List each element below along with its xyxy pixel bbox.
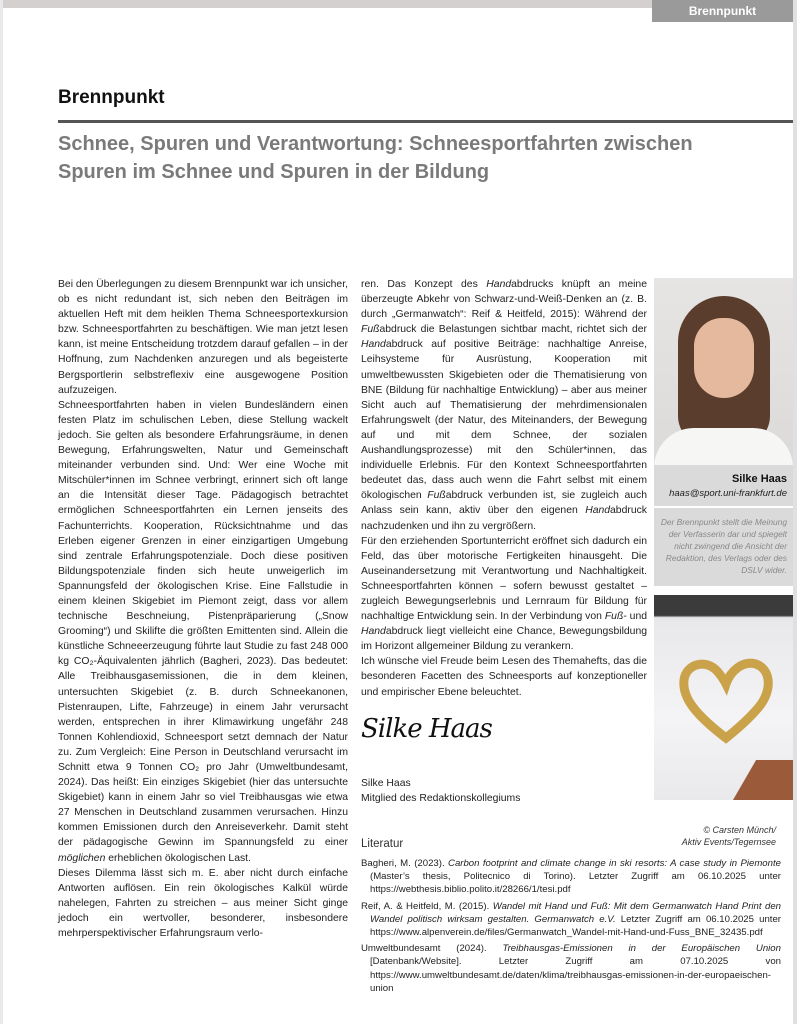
author-signature: Silke Haas xyxy=(361,713,492,744)
title-rule xyxy=(58,120,793,123)
section-title: Brennpunkt xyxy=(58,87,165,108)
article-headline: Schnee, Spuren und Verantwortung: Schneesportfahrten zwischen Spuren im Schnee und Spuren in der Bildung xyxy=(58,133,693,183)
disclaimer: Der Brennpunkt stellt die Meinung der Verfasserin dar und spiegelt nicht zwingend die Ansicht der Redaktion, des Verlags oder des DSLV wider. xyxy=(654,508,793,586)
reference-item: Umweltbundesamt (2024). Treibhausgas-Emissionen in der Europäischen Union [Datenbank/Website]. Letzter Zugriff am 07.10.2025 von https://www.umweltbundesamt.de/daten/klima/treibhausgas-emissionen-in-der-europaeischen-union xyxy=(361,943,781,994)
sidebar-author-name: Silke Haas xyxy=(731,473,787,485)
page-edge xyxy=(793,0,797,1024)
author-info-box xyxy=(654,465,793,506)
author-email: haas@sport.uni-frankfurt.de xyxy=(669,488,787,499)
article-column-1 xyxy=(58,277,348,941)
magazine-page xyxy=(3,0,793,1024)
article-column-2 xyxy=(361,277,647,806)
literature-heading: Literatur xyxy=(361,838,404,850)
reference-item: Bagheri, M. (2023). Carbon footprint and climate change in ski resorts: A case study in Piemonte (Master’s thesis, Politecnico di Torino). Letzter Zugriff am 06.10.2025 unter https://webthesis.biblio.polito.it/28266/1/tesi.pdf xyxy=(361,858,781,896)
heart-icon xyxy=(676,650,776,750)
author-name: Silke Haas xyxy=(361,777,411,789)
author-portrait xyxy=(654,278,793,465)
paragraph: Bei den Überlegungen zu diesem Brennpunkt war ich unsicher, ob es nicht redundant ist, sich neben den Beiträgen im aktuellen Heft mit dem heiklen Thema Schneesportexkursion bzw. Schneesportfahrten zu beschäftigen. Wie man jetzt lesen kann, ist meine Entscheidung trotzdem darauf gefallen – in der Hoffnung, zum Nachdenken anzuregen und als begeisterte Bergsportlerin selbstreflexiv eine ausgewogene Position aufzuzeigen. xyxy=(58,279,348,396)
reference-item: Reif, A. & Heitfeld, M. (2015). Wandel mit Hand und Fuß: Mit dem Germanwatch Hand Print den Wandel politisch wirksam gestalten. Germanwatch e.V. Letzter Zugriff am 06.10.2025 unter https://www.alpenverein.de/files/Germanwatch_Wandel-mit-Hand-und-Fuss_BNE_32435.pdf xyxy=(361,900,781,939)
photo-credit: © Carsten Münch/ Aktiv Events/Tegernsee xyxy=(681,825,776,847)
paragraph: Schneesportfahrten haben in vielen Bundesländern einen festen Platz im schulischen Leben, diese Stellung wackelt jedoch. Sie gelten als besondere Erfahrungsräume, in denen Bewegung, Erfahrungswelten, Natur und Gemeinschaft miteinander verbunden sind. Und: Wer eine Woche mit Mitschüler*innen im Schnee verbringt, erinnert sich oft lange an die Intensität dieser Tage. Pädagogisch betrachtet ermöglichen Schneesportfahrten ein Lernen jenseits des Fachunterrichts. Kooperation, Rücksichtnahme und das Erleben eigener Grenzen in einer einzigartigen Umgebung sind zentrale Erfahrungspotenziale. Doch diese positiven Bildungspotenziale finden sich heute unweigerlich im Spannungsfeld der ökologischen Krise. Eine Fallstudie in einem kleinen Skigebiet im Piemont zeigt, dass vor allem technische Beschneiung, Pistenpräparierung („Snow Grooming“) und Skilifte die größten Emittenten sind. Allein die künstliche Schneeerzeugung führte laut Studie zu fast 248 000 kg CO₂-Äquivalenten jährlich (Bagheri, 2023). Das bedeutet: Alle Treibhausgasemissionen, die in dem kleinen, untersuchten Skigebiet (z. B. durch Schneekanonen, Pistenraupen, Lifte, Fahrzeuge) in einem Jahr verursacht werden, entsprechen in ihrer Klimawirkung ungefähr 248 Tonnen Kohlendioxid, Schneesport setzt demnach der Natur zu. Zum Vergleich: Eine Person in Deutschland verursacht im Schnitt etwa 9 Tonnen CO₂ pro Jahr (Umweltbundesamt, 2024). Das heißt: Ein einziges Skigebiet (hier das untersuchte Skigebiet) kann in einem Jahr so viel Treibhausgas wie etwa 27 Menschen in Deutschland zusammen verursachen. Hinzu kommen Emissionen durch den Anreiseverkehr. Damit steht der pädagogische Gewinn im Spannungsfeld zu einer möglichen erheblichen ökologischen Last. xyxy=(58,399,348,864)
paragraph: Ich wünsche viel Freude beim Lesen des Themahefts, das die besonderen Facetten des Schneesports auf konzeptioneller und empirischer Ebene beleuchtet. xyxy=(361,656,647,698)
reference-list xyxy=(361,857,781,998)
paragraph: ren. Das Konzept des Handabdrucks knüpft an meine überzeugte Abkehr von Schwarz-und-Weiß-Denken an (z. B. durch „Germanwatch“: Reif & Heitfeld, 2015): Während der Fußabdruck die Belastungen sichtbar macht, richtet sich der Handabdruck auf positive Beiträge: nachhaltige Anreise, Leihsysteme für Ausrüstung, Kooperation mit umweltbewussten Skigebieten oder die Thematisierung von BNE (Bildung für nachhaltige Entwicklung) – aber aus meiner Sicht auch auf Thematisierung der mehrdimensionalen Erfahrungswelt (der Natur, des Miteinanders, der Bewegung auf und mit dem Schnee, der sozialen Aushandlungsprozesse) mit den Schüler*innen, das individuelle Erlebnis. Für den Kontext Schneesportfahrten bedeutet das, dass auch wenn die Fahrt selbst mit einem ökologischen Fußabdruck verbunden ist, sie zugleich auch Anlass sein kann, aktiv über den eigenen Handabdruck nachzudenken und ihn zu vergrößern. xyxy=(361,279,647,532)
author-role: Mitglied des Redaktionskollegiums xyxy=(361,792,521,804)
section-tab: Brennpunkt xyxy=(652,0,793,22)
snow-heart-photo xyxy=(654,595,793,800)
paragraph: Für den erziehenden Sportunterricht eröffnet sich dadurch ein Feld, das über motorische Fertigkeiten hinausgeht. Die Auseinandersetzung mit Verantwortung und Nachhaltigkeit. Schneesportfahrten können – sofern bewusst gestaltet – zugleich Bewegungserlebnis und Lernraum für Bildung für nachhaltige Entwicklung sein. In der Verbindung von Fuß- und Handabdruck liegt vielleicht eine Chance, Bewegungsbildung im Horizont allgemeiner Bildung zu verankern. xyxy=(361,535,648,653)
paragraph: Dieses Dilemma lässt sich m. E. aber nicht durch einfache Antworten auflösen. Ein rein ökologisches Kalkül würde nahelegen, Fahrten zu streichen – aus meiner Sicht ginge jedoch ein wertvoller, besonderer, insbesondere mehrperspektivischer Erfahrungsraum verlo- xyxy=(58,867,348,940)
author-sidebar xyxy=(654,278,793,800)
